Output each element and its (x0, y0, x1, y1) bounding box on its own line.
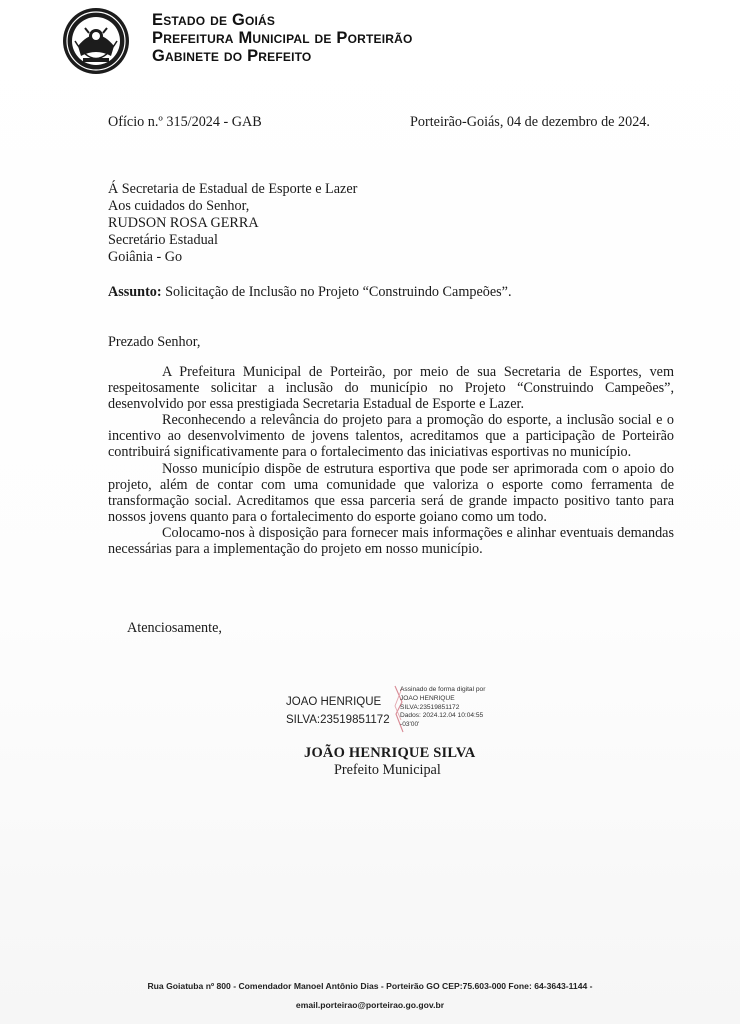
signature-detail-line: JOAO HENRIQUE (400, 694, 455, 702)
signature-detail-line: SILVA:23519851172 (400, 703, 460, 711)
letterhead-prefecture: Prefeitura Municipal de Porteirão (152, 29, 413, 47)
footer (0, 977, 740, 1015)
subject-label: Assunto: (108, 284, 162, 300)
letter-body (108, 364, 674, 557)
digital-signature-details (400, 686, 485, 730)
footer-email: email.porteirao@porteirao.go.gov.br (295, 1000, 445, 1010)
subject-line (108, 284, 512, 300)
signature-detail-line: Assinado de forma digital por (400, 686, 486, 693)
body-paragraph: Colocamo-nos à disposição para fornecer mais informações e alinhar eventuais demandas necessárias para a implementação do projeto em nosso município. (108, 524, 674, 558)
body-paragraph: Reconhecendo a relevância do projeto para a promoção do esporte, a inclusão social e o incentivo ao desenvolvimento de jovens talentos, acreditamos que a participação de Porteirão contribuirá significativamente para o fortalecimento das iniciativas esportivas no município. (108, 412, 674, 461)
recipient-line: Goiânia - Go (108, 249, 183, 265)
signature-detail-line: Dados: 2024.12.04 10:04:55 (400, 712, 484, 720)
recipient-line: Secretário Estadual (108, 232, 218, 248)
body-paragraph: A Prefeitura Municipal de Porteirão, por meio de sua Secretaria de Esportes, vem respeitosamente solicitar a inclusão do município no Projeto “Construindo Campeões”, desenvolvido por essa prestigiada Secretaria Estadual de Esporte e Lazer. (108, 364, 674, 413)
recipient-line: RUDSON ROSA GERRA (108, 215, 259, 231)
signer-name: JOÃO HENRIQUE SILVA (304, 745, 476, 761)
municipal-seal-icon (61, 6, 131, 76)
digital-signature-name (286, 693, 390, 729)
letterhead (152, 11, 413, 65)
letterhead-state: Estado de Goiás (152, 11, 276, 29)
digital-signature-id-line: SILVA:23519851172 (286, 714, 390, 726)
letterhead-office: Gabinete do Prefeito (152, 47, 312, 65)
greeting: Prezado Senhor, (108, 334, 201, 350)
signer-title: Prefeito Municipal (334, 762, 441, 778)
letter-reference: Ofício n.º 315/2024 - GAB (108, 114, 262, 130)
recipient-line: Á Secretaria de Estadual de Esporte e Lazer (108, 181, 358, 197)
closing: Atenciosamente, (127, 620, 222, 636)
footer-address: Rua Goiatuba nº 800 - Comendador Manoel Antônio Dias - Porteirão GO CEP:75.603-000 Fone: 64-3643-1144 - (147, 981, 593, 991)
recipient-block (108, 181, 357, 266)
recipient-line: Aos cuidados do Senhor, (108, 198, 250, 214)
letter-date: Porteirão-Goiás, 04 de dezembro de 2024. (410, 114, 650, 130)
body-paragraph: Nosso município dispõe de estrutura esportiva que pode ser aprimorada com o apoio do projeto, além de contar com uma comunidade que valoriza o esporte como ferramenta de transformação social. Acreditamos que essa parceria será de grande impacto positivo tanto para nossos jovens quanto para o fortalecimento do esporte goiano como um todo. (108, 460, 674, 525)
digital-signature-name-line: JOAO HENRIQUE (286, 696, 382, 708)
subject-text: Solicitação de Inclusão no Projeto “Construindo Campeões”. (161, 284, 512, 300)
signature-detail-line: -03'00' (400, 721, 420, 729)
